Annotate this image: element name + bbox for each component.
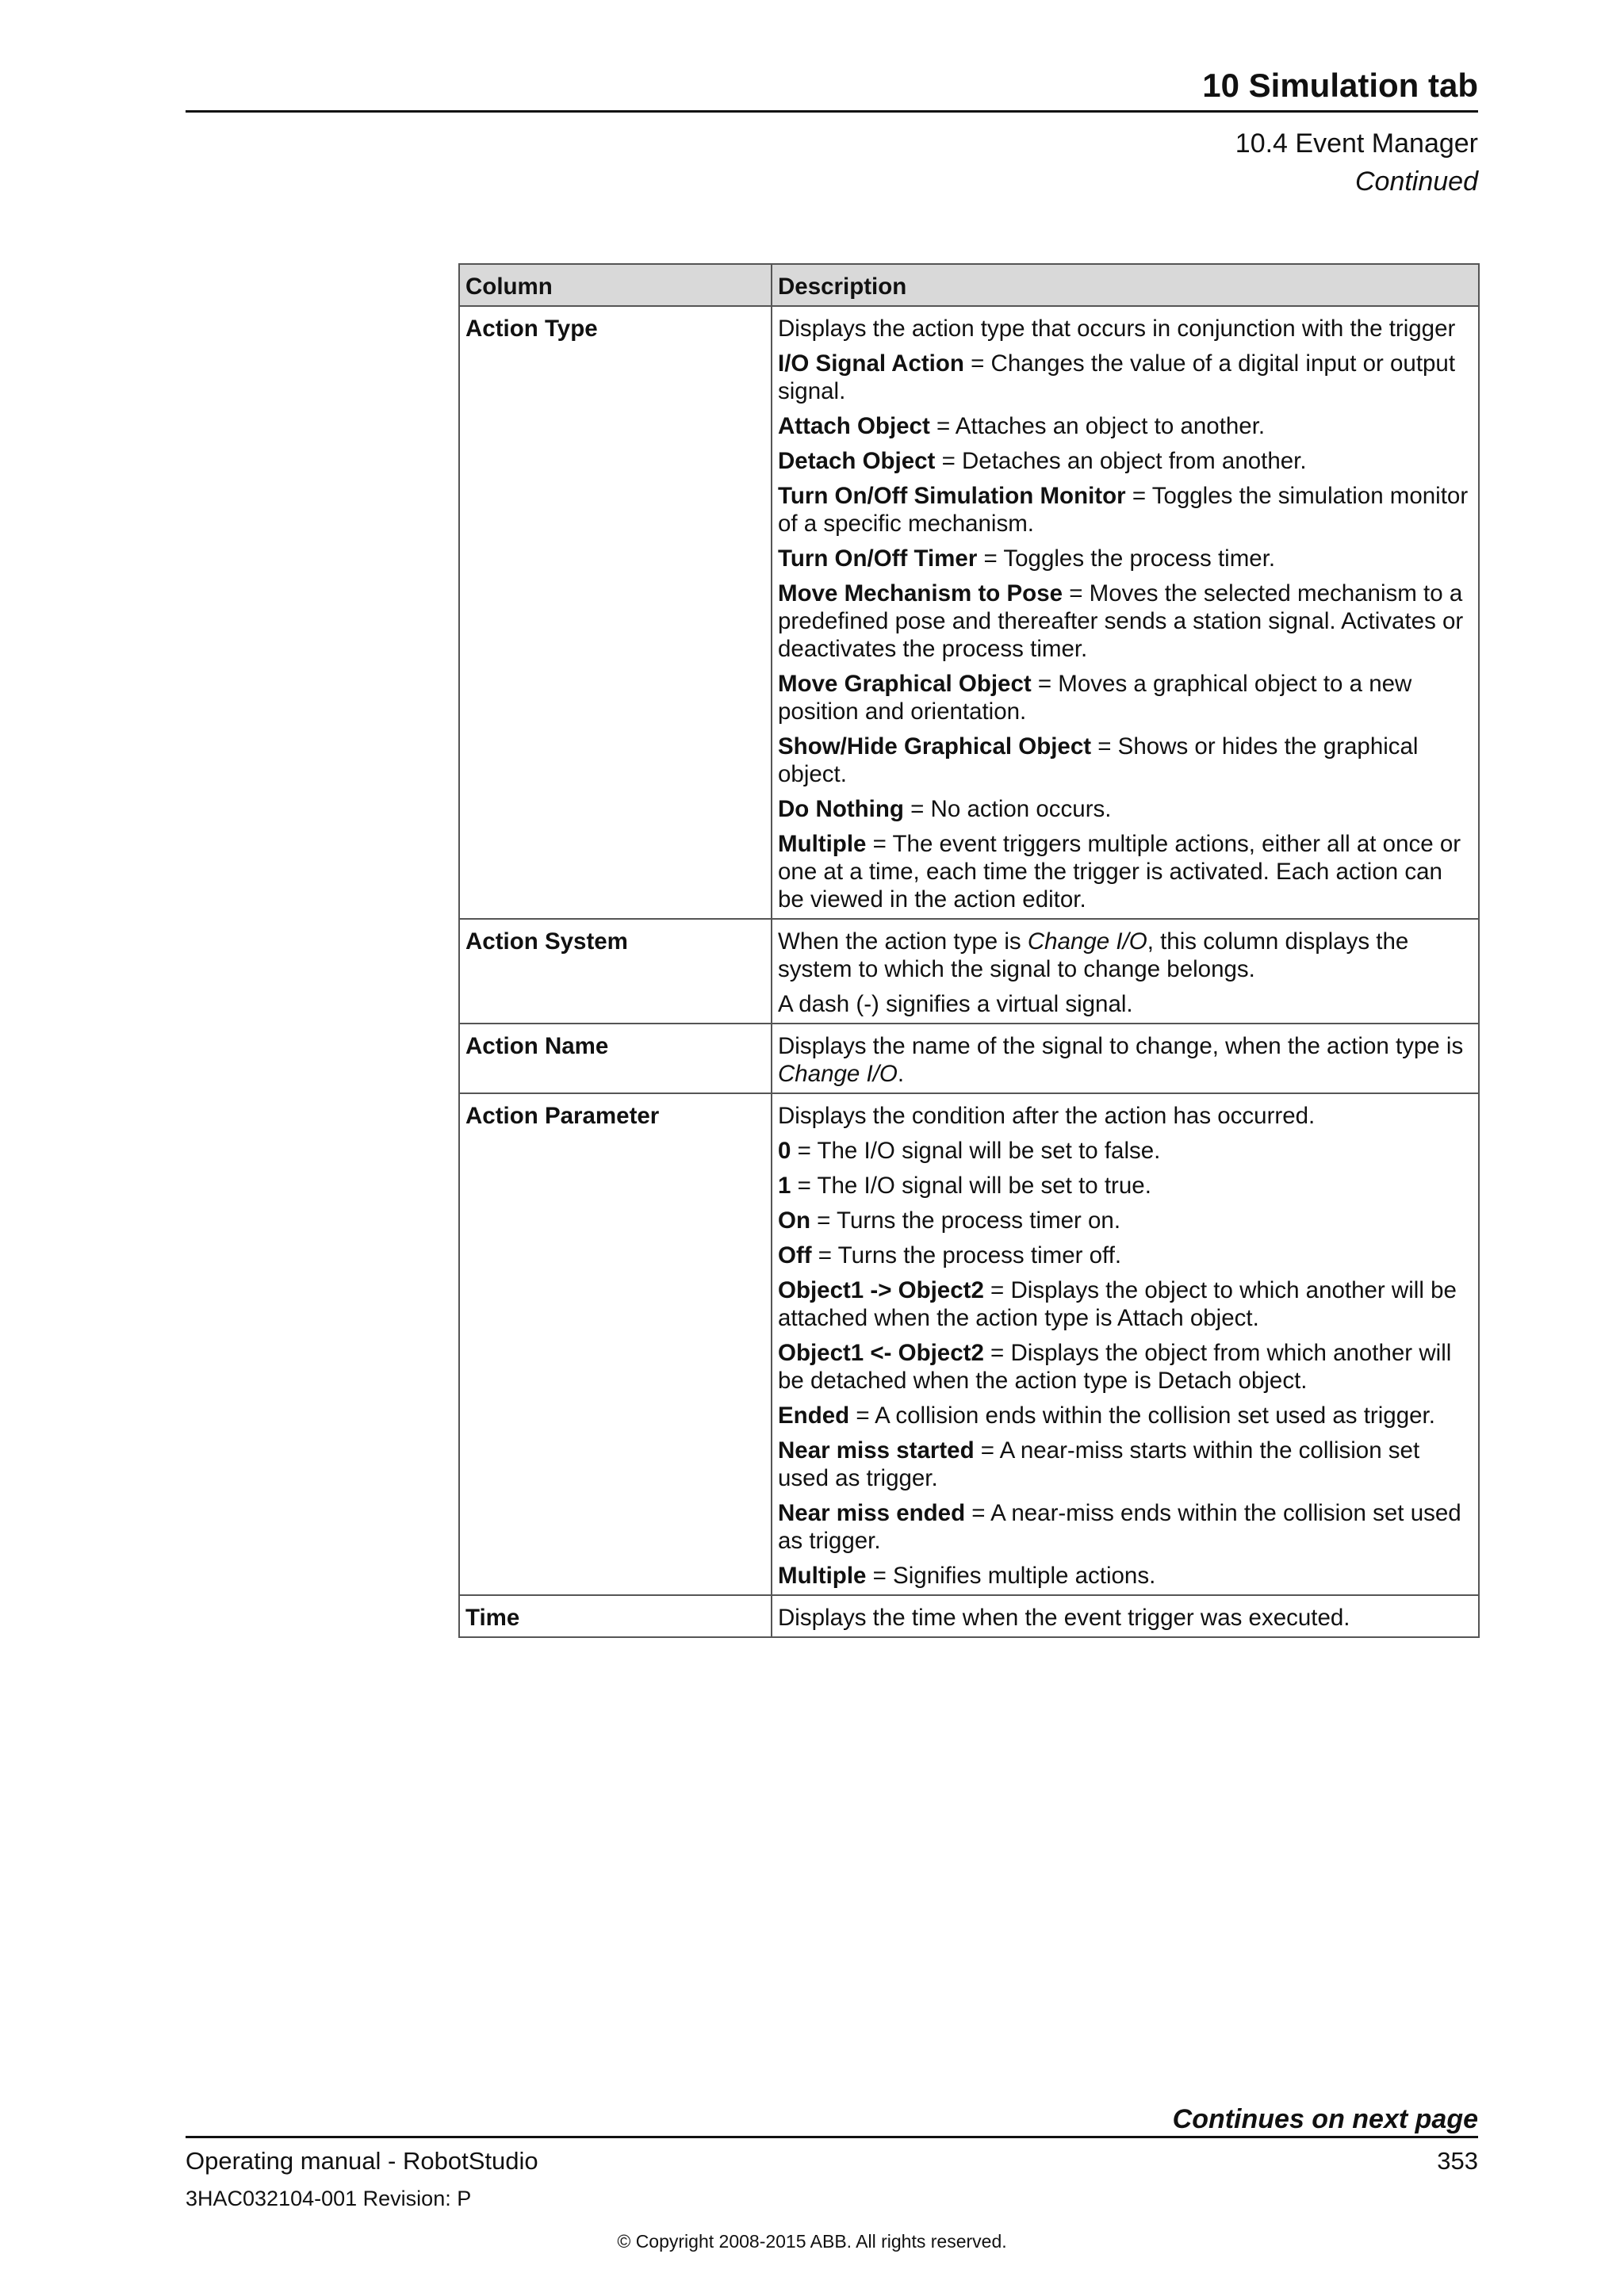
term-label: 0: [778, 1138, 791, 1164]
column-name-cell: Action Parameter: [459, 1093, 772, 1595]
description-text: = A near-miss starts within the collision set used as trigger.: [778, 1437, 1420, 1491]
term-label: Turn On/Off Timer: [778, 545, 978, 572]
term-label: Move Graphical Object: [778, 671, 1032, 697]
description-text: Displays the name of the signal to change, when the action type is: [778, 1033, 1464, 1059]
description-text: = Changes the value of a digital input or output signal.: [778, 350, 1456, 404]
description-paragraph: [778, 1137, 1473, 1165]
term-label: Near miss started: [778, 1437, 975, 1464]
document-id: 3HAC032104-001 Revision: P: [186, 2187, 472, 2210]
column-name-cell: Time: [459, 1595, 772, 1637]
italic-term: Change I/O: [778, 1061, 898, 1087]
italic-term: Change I/O: [1027, 928, 1147, 955]
column-name-cell: Action Type: [459, 306, 772, 919]
description-paragraph: [778, 795, 1473, 823]
description-paragraph: [778, 1172, 1473, 1200]
description-cell: [772, 1093, 1479, 1595]
description-paragraph: [778, 412, 1473, 440]
description-text: = Turns the process timer on.: [810, 1207, 1121, 1234]
term-label: Show/Hide Graphical Object: [778, 733, 1092, 760]
description-cell: [772, 919, 1479, 1024]
term-label: Object1 -> Object2: [778, 1277, 984, 1303]
description-paragraph: [778, 447, 1473, 475]
description-paragraph: [778, 1276, 1473, 1332]
section-title: 10.4 Event Manager: [1235, 128, 1478, 159]
term-label: Object1 <- Object2: [778, 1340, 984, 1366]
table-header-row: [459, 264, 1479, 306]
column-header: Column: [459, 264, 772, 306]
description-text: = Shows or hides the graphical object.: [778, 733, 1419, 787]
term-label: Do Nothing: [778, 796, 904, 822]
description-paragraph: [778, 1437, 1473, 1492]
description-text: = Toggles the process timer.: [977, 545, 1276, 572]
page-number: 353: [1437, 2147, 1478, 2175]
description-text: = A collision ends within the collision set used as trigger.: [849, 1402, 1435, 1429]
description-text: = Displays the object to which another will be attached when the action type is Attach object.: [778, 1277, 1457, 1331]
description-text: = Attaches an object to another.: [929, 413, 1266, 439]
term-label: Detach Object: [778, 448, 936, 474]
column-name-cell: Action System: [459, 919, 772, 1024]
description-cell: [772, 306, 1479, 919]
description-text: When the action type is: [778, 928, 1028, 955]
term-label: Ended: [778, 1402, 850, 1429]
description-text: Displays the time when the event trigger was executed.: [778, 1605, 1350, 1631]
description-text: = No action occurs.: [903, 796, 1112, 822]
description-paragraph: [778, 482, 1473, 538]
description-text: Displays the condition after the action has occurred.: [778, 1103, 1316, 1129]
term-label: Turn On/Off Simulation Monitor: [778, 483, 1126, 509]
table-row: [459, 1595, 1479, 1637]
description-text: = Toggles the simulation monitor of a specific mechanism.: [778, 483, 1469, 537]
term-label: Off: [778, 1242, 812, 1269]
footer-rule: [186, 2136, 1478, 2138]
table-row: [459, 919, 1479, 1024]
description-paragraph: [778, 1562, 1473, 1590]
description-text: = Detaches an object from another.: [935, 448, 1307, 474]
continued-label: Continued: [1354, 166, 1478, 197]
term-label: Near miss ended: [778, 1500, 966, 1526]
column-name-cell: Action Name: [459, 1024, 772, 1093]
description-paragraph: [778, 928, 1473, 983]
description-text: = Signifies multiple actions.: [866, 1563, 1156, 1589]
header-rule: [186, 110, 1478, 113]
description-paragraph: [778, 1499, 1473, 1555]
description-paragraph: [778, 1242, 1473, 1269]
description-paragraph: [778, 580, 1473, 663]
description-paragraph: [778, 990, 1473, 1018]
manual-title: Operating manual - RobotStudio: [186, 2147, 538, 2175]
description-text: = Turns the process timer off.: [811, 1242, 1122, 1269]
term-label: Multiple: [778, 1563, 867, 1589]
description-header: Description: [772, 264, 1479, 306]
description-text: = The event triggers multiple actions, either all at once or one at a time, each time the trigger is activated. Each action can be viewed in the action editor.: [778, 831, 1461, 913]
term-label: On: [778, 1207, 810, 1234]
table-row: [459, 306, 1479, 919]
description-paragraph: [778, 733, 1473, 788]
description-text: = Moves a graphical object to a new position and orientation.: [778, 671, 1412, 725]
description-paragraph: [778, 1207, 1473, 1234]
description-paragraph: [778, 670, 1473, 725]
description-text: , this column displays the system to which the signal to change belongs.: [778, 928, 1409, 982]
columns-table: [458, 263, 1480, 1638]
description-paragraph: [778, 1032, 1473, 1088]
description-paragraph: [778, 350, 1473, 405]
term-label: 1: [778, 1173, 791, 1199]
chapter-title: 10 Simulation tab: [1202, 67, 1478, 104]
description-text: = Moves the selected mechanism to a predefined pose and thereafter sends a station signal. Activates or deactivates the process timer.: [778, 580, 1464, 662]
description-text: = The I/O signal will be set to false.: [791, 1138, 1161, 1164]
description-paragraph: [778, 1402, 1473, 1429]
description-text: Displays the action type that occurs in conjunction with the trigger: [778, 316, 1456, 342]
description-text: = The I/O signal will be set to true.: [791, 1173, 1151, 1199]
table-row: [459, 1024, 1479, 1093]
term-label: Attach Object: [778, 413, 930, 439]
term-label: I/O Signal Action: [778, 350, 964, 377]
copyright-notice: © Copyright 2008-2015 ABB. All rights reserved.: [617, 2231, 1007, 2252]
description-paragraph: [778, 545, 1473, 572]
description-paragraph: [778, 1604, 1473, 1632]
description-paragraph: [778, 830, 1473, 913]
description-text: A dash (-) signifies a virtual signal.: [778, 991, 1133, 1017]
description-paragraph: [778, 1102, 1473, 1130]
description-cell: [772, 1024, 1479, 1093]
term-label: Move Mechanism to Pose: [778, 580, 1063, 607]
description-text: = Displays the object from which another will be detached when the action type is Detach object.: [778, 1340, 1452, 1394]
description-cell: [772, 1595, 1479, 1637]
term-label: Multiple: [778, 831, 867, 857]
description-text: = A near-miss ends within the collision set used as trigger.: [778, 1500, 1461, 1554]
table-row: [459, 1093, 1479, 1595]
continues-on-next-page: Continues on next page: [1172, 2104, 1478, 2134]
description-text: .: [897, 1061, 905, 1087]
description-paragraph: [778, 315, 1473, 342]
description-paragraph: [778, 1339, 1473, 1395]
